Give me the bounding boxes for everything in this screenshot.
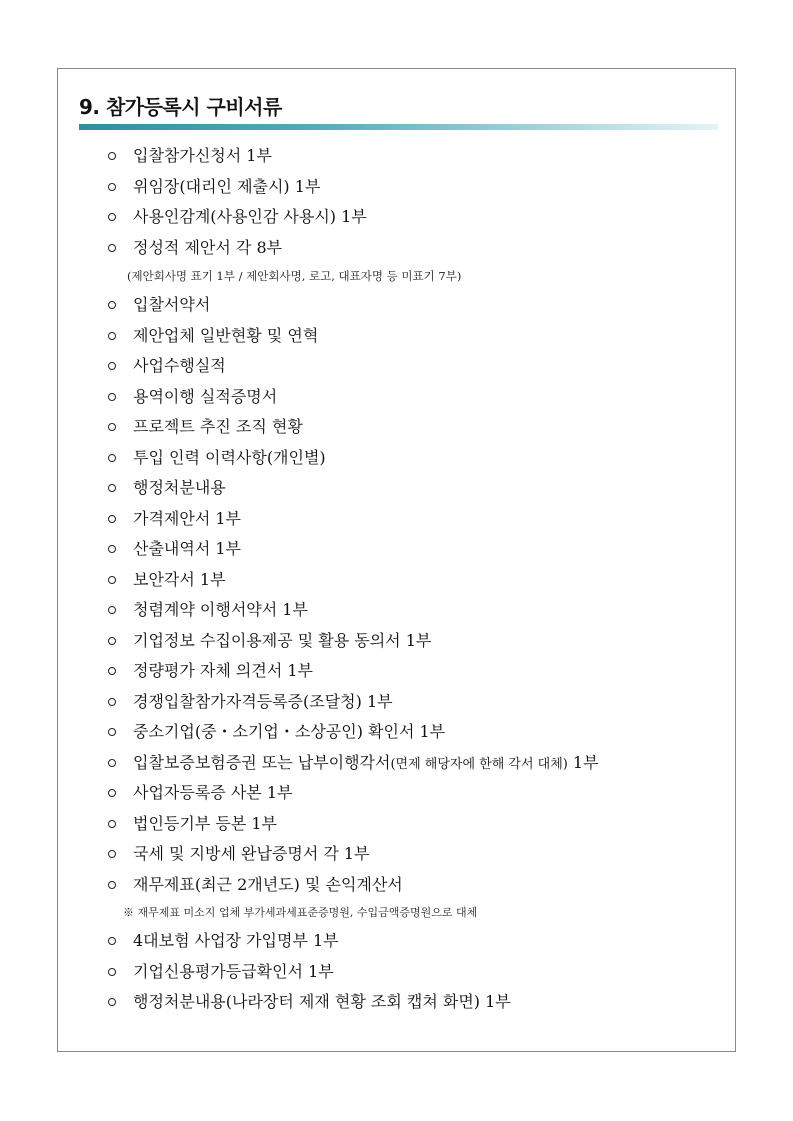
circle-bullet-icon bbox=[108, 423, 116, 431]
required-documents-list bbox=[105, 141, 730, 1018]
list-item-label: 보안각서 1부 bbox=[133, 569, 226, 589]
list-item-label: 정성적 제안서 각 8부 bbox=[133, 237, 283, 257]
circle-bullet-icon bbox=[108, 998, 116, 1006]
list-item bbox=[105, 687, 730, 718]
circle-bullet-icon bbox=[108, 515, 116, 523]
list-item bbox=[105, 778, 730, 809]
list-item bbox=[105, 290, 730, 321]
circle-bullet-icon bbox=[108, 393, 116, 401]
list-item-label: 정량평가 자체 의견서 1부 bbox=[133, 661, 313, 680]
list-item-label: 경쟁입찰참가자격등록증(조달청) 1부 bbox=[133, 691, 393, 711]
circle-bullet-icon bbox=[108, 698, 116, 706]
list-item bbox=[105, 321, 730, 352]
circle-bullet-icon bbox=[108, 576, 116, 584]
list-item bbox=[105, 534, 730, 565]
list-item-label: 위임장(대리인 제출시) 1부 bbox=[133, 176, 321, 196]
list-item bbox=[105, 656, 730, 687]
circle-bullet-icon bbox=[108, 968, 116, 976]
circle-bullet-icon bbox=[108, 183, 116, 191]
list-item-label: 제안업체 일반현황 및 연혁 bbox=[133, 325, 319, 345]
list-item-label: 법인등기부 등본 1부 bbox=[133, 813, 277, 833]
circle-bullet-icon bbox=[108, 362, 116, 370]
list-item bbox=[105, 870, 730, 901]
list-item bbox=[105, 141, 730, 172]
list-item-label: 기업신용평가등급확인서 1부 bbox=[133, 961, 334, 981]
list-item-label: 투입 인력 이력사항(개인별) bbox=[133, 447, 326, 467]
list-item bbox=[105, 473, 730, 504]
circle-bullet-icon bbox=[108, 820, 116, 828]
circle-bullet-icon bbox=[108, 301, 116, 309]
circle-bullet-icon bbox=[108, 244, 116, 252]
list-item bbox=[105, 748, 730, 779]
list-item bbox=[105, 443, 730, 474]
list-item bbox=[105, 565, 730, 596]
circle-bullet-icon bbox=[108, 454, 116, 462]
list-item-label: 국세 및 지방세 완납증명서 각 1부 bbox=[133, 844, 370, 863]
list-item bbox=[105, 957, 730, 988]
circle-bullet-icon bbox=[108, 545, 116, 553]
list-item bbox=[105, 839, 730, 870]
list-item-label: 사용인감계(사용인감 사용시) 1부 bbox=[133, 207, 367, 226]
circle-bullet-icon bbox=[108, 637, 116, 645]
list-item-label: 입찰참가신청서 1부 bbox=[133, 146, 272, 165]
reference-note: ※ 재무제표 미소지 업체 부가세과세표준증명원, 수입금액증명원으로 대체 bbox=[123, 906, 478, 919]
list-item bbox=[105, 717, 730, 748]
list-item bbox=[105, 809, 730, 840]
section-title: 9. 참가등록시 구비서류 bbox=[79, 95, 282, 119]
list-item bbox=[105, 202, 730, 233]
circle-bullet-icon bbox=[108, 759, 116, 767]
list-item bbox=[105, 233, 730, 264]
list-item bbox=[105, 926, 730, 957]
list-item-label: 입찰서약서 bbox=[133, 295, 211, 314]
list-item-label: 행정처분내용 bbox=[133, 478, 226, 497]
list-item-label: 사업자등록증 사본 1부 bbox=[133, 783, 293, 802]
circle-bullet-icon bbox=[108, 728, 116, 736]
list-item-label: 산출내역서 1부 bbox=[133, 539, 242, 558]
list-item-label: 용역이행 실적증명서 bbox=[133, 386, 278, 406]
title-underline-bar bbox=[79, 124, 718, 130]
list-item-label: 가격제안서 1부 bbox=[133, 508, 242, 528]
circle-bullet-icon bbox=[108, 332, 116, 340]
list-item-label: 4대보험 사업장 가입명부 1부 bbox=[133, 931, 339, 950]
list-item-label: 행정처분내용(나라장터 제재 현황 조회 캡쳐 화면) 1부 bbox=[133, 992, 511, 1011]
list-item-label: 프로젝트 추진 조직 현황 bbox=[133, 417, 303, 436]
circle-bullet-icon bbox=[108, 850, 116, 858]
list-item bbox=[105, 595, 730, 626]
list-item bbox=[105, 382, 730, 413]
list-item bbox=[105, 351, 730, 382]
circle-bullet-icon bbox=[108, 667, 116, 675]
list-item bbox=[105, 626, 730, 657]
circle-bullet-icon bbox=[108, 789, 116, 797]
list-item bbox=[105, 987, 730, 1018]
circle-bullet-icon bbox=[108, 484, 116, 492]
list-item bbox=[105, 172, 730, 203]
circle-bullet-icon bbox=[108, 937, 116, 945]
circle-bullet-icon bbox=[108, 152, 116, 160]
circle-bullet-icon bbox=[108, 213, 116, 221]
list-item-parenthetical: (면제 해당자에 한해 각서 대체) bbox=[390, 756, 568, 772]
list-item-label: 중소기업(중・소기업・소상공인) 확인서 1부 bbox=[133, 722, 446, 741]
circle-bullet-icon bbox=[108, 606, 116, 614]
list-item-label: 입찰보증보험증권 또는 납부이행각서 bbox=[133, 752, 391, 772]
list-item bbox=[105, 412, 730, 443]
list-item-label: 사업수행실적 bbox=[133, 356, 226, 375]
list-item-note: (제안회사명 표기 1부 / 제안회사명, 로고, 대표자명 등 미표기 7부) bbox=[127, 269, 462, 283]
circle-bullet-icon bbox=[108, 881, 116, 889]
list-item-label: 기업정보 수집이용제공 및 활용 동의서 1부 bbox=[133, 630, 432, 650]
list-item-label: 재무제표(최근 2개년도) 및 손익계산서 bbox=[133, 874, 403, 894]
list-item-suffix: 1부 bbox=[567, 752, 599, 772]
list-item bbox=[105, 504, 730, 535]
list-item-label: 청렴계약 이행서약서 1부 bbox=[133, 600, 308, 619]
